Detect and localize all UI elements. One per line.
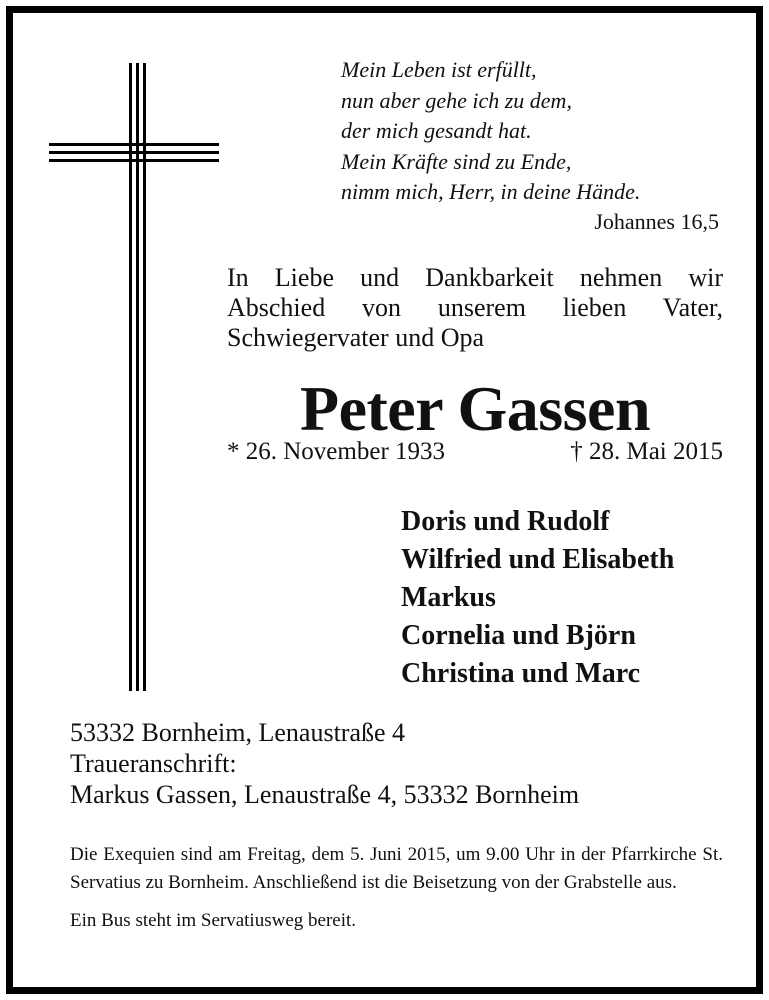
family-member: Wilfried und Elisabeth [401, 544, 675, 575]
obituary-frame [6, 6, 763, 994]
intro-line: Abschied von unserem lieben Vater, [227, 293, 723, 322]
funeral-notice [70, 841, 723, 935]
verse-line: nimm mich, Herr, in deine Hände. [341, 179, 641, 204]
family-member: Cornelia und Björn [401, 620, 636, 651]
verse-line: Mein Kräfte sind zu Ende, [341, 148, 572, 174]
address-line: 53332 Bornheim, Lenaustraße 4 [70, 718, 406, 747]
address-line: Traueranschrift: [70, 749, 237, 778]
deceased-name: Peter Gassen [299, 373, 651, 444]
cross-icon [49, 63, 219, 693]
address-line: Markus Gassen, Lenaustraße 4, 53332 Bornheim [70, 780, 580, 809]
intro-line: Schwiegervater und Opa [227, 323, 485, 352]
verse-line: nun aber gehe ich zu dem, [341, 87, 572, 113]
verse-reference: Johannes 16,5 [594, 209, 719, 234]
bus-info: Ein Bus steht im Servatiusweg bereit. [70, 910, 357, 931]
address-block [70, 717, 730, 810]
service-info: Die Exequien sind am Freitag, dem 5. Juni 2015, um 9.00 Uhr in der Pfarrkirche St. Servatius zu Bornheim. Anschließend ist die Beisetzung von der Grabstelle aus. [70, 844, 723, 893]
intro-line: In Liebe und Dankbarkeit nehmen wir [227, 263, 723, 292]
death-date: † 28. Mai 2015 [570, 438, 723, 465]
verse-line: Mein Leben ist erfüllt, [341, 57, 537, 82]
family-member: Markus [401, 582, 496, 613]
family-member: Doris und Rudolf [401, 506, 610, 537]
verse-line: der mich gesandt hat. [341, 118, 532, 143]
family-member: Christina und Marc [401, 658, 641, 689]
intro-text [227, 263, 723, 353]
bible-verse [341, 55, 721, 208]
family-list [401, 503, 731, 693]
birth-date: * 26. November 1933 [227, 438, 446, 465]
